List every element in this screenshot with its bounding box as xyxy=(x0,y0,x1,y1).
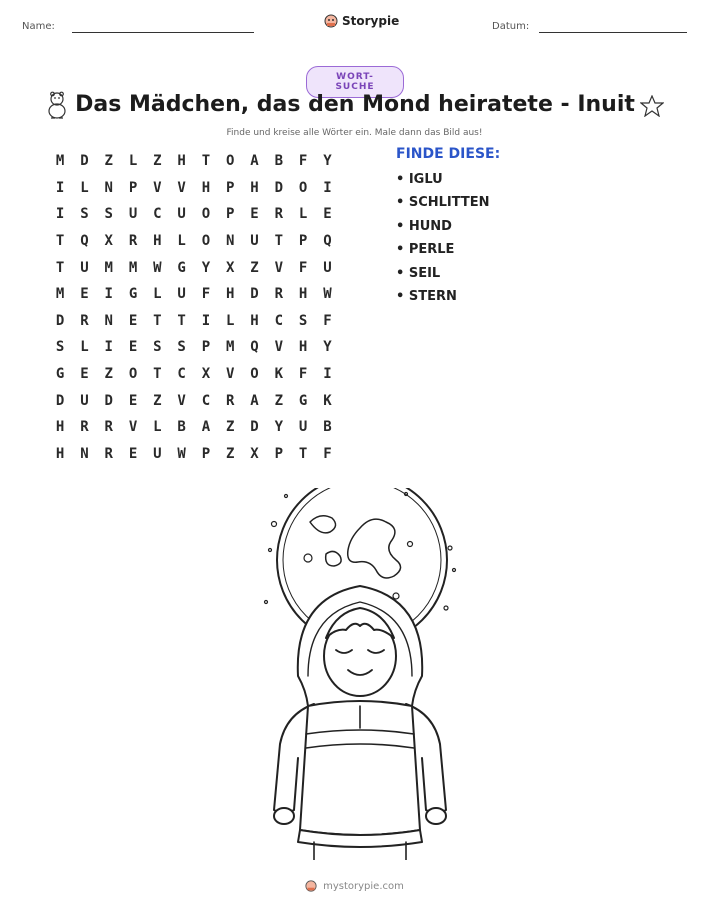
grid-cell[interactable]: Y xyxy=(323,339,332,356)
word-item: • SCHLITTEN xyxy=(396,195,490,211)
grid-cell[interactable]: X xyxy=(226,259,235,276)
grid-cell[interactable]: H xyxy=(153,233,162,250)
grid-cell[interactable]: T xyxy=(55,259,65,276)
grid-cell[interactable]: G xyxy=(128,286,138,303)
grid-cell[interactable]: B xyxy=(177,419,186,436)
grid-cell[interactable]: I xyxy=(201,312,211,329)
grid-cell[interactable]: R xyxy=(104,445,113,462)
grid-cell[interactable]: V xyxy=(177,392,186,409)
grid-cell[interactable]: H xyxy=(55,419,65,436)
grid-cell[interactable]: N xyxy=(226,233,235,250)
grid-cell[interactable]: G xyxy=(298,392,308,409)
grid-cell[interactable]: E xyxy=(323,206,332,223)
grid-cell[interactable]: N xyxy=(80,445,89,462)
grid-cell[interactable]: V xyxy=(274,339,284,356)
grid-cell[interactable]: L xyxy=(153,286,162,303)
grid-cell[interactable]: F xyxy=(323,445,332,462)
storypie-logo-icon xyxy=(324,14,338,28)
name-label: Name: xyxy=(22,21,55,32)
grid-cell[interactable]: L xyxy=(80,339,89,356)
grid-cell[interactable]: Y xyxy=(323,153,332,170)
page-title: Das Mädchen, das den Mond heiratete - Inuit xyxy=(75,92,635,117)
grid-cell[interactable]: S xyxy=(177,339,186,356)
grid-cell[interactable]: E xyxy=(128,312,138,329)
grid-cell[interactable]: U xyxy=(298,419,308,436)
grid-cell[interactable]: V xyxy=(153,179,162,196)
grid-cell[interactable]: Z xyxy=(226,445,235,462)
brand-name: Storypie xyxy=(342,14,400,28)
grid-cell[interactable]: S xyxy=(298,312,308,329)
grid-cell[interactable]: C xyxy=(177,366,186,383)
grid-cell[interactable]: E xyxy=(128,445,138,462)
grid-cell[interactable]: O xyxy=(201,233,211,250)
grid-cell[interactable]: L xyxy=(177,233,186,250)
grid-cell[interactable]: S xyxy=(104,206,113,223)
grid-cell[interactable]: T xyxy=(177,312,186,329)
grid-cell[interactable]: D xyxy=(104,392,113,409)
grid-cell[interactable]: I xyxy=(323,366,332,383)
grid-cell[interactable]: L xyxy=(298,206,308,223)
grid-cell[interactable]: M xyxy=(55,286,65,303)
grid-cell[interactable]: O xyxy=(298,179,308,196)
grid-cell[interactable]: T xyxy=(153,312,162,329)
grid-cell[interactable]: U xyxy=(80,392,89,409)
grid-cell[interactable]: U xyxy=(177,206,186,223)
word-item: • SEIL xyxy=(396,265,441,281)
grid-cell[interactable]: X xyxy=(104,233,113,250)
grid-cell[interactable]: P xyxy=(298,233,308,250)
grid-cell[interactable]: H xyxy=(177,153,186,170)
grid-cell[interactable]: C xyxy=(201,392,211,409)
storypie-logo-icon xyxy=(305,880,317,892)
grid-cell[interactable]: V xyxy=(226,366,235,383)
grid-cell[interactable]: I xyxy=(323,179,332,196)
grid-cell[interactable]: E xyxy=(128,392,138,409)
word-item: • PERLE xyxy=(396,242,455,258)
grid-cell[interactable]: F xyxy=(201,286,211,303)
grid-cell[interactable]: D xyxy=(55,392,65,409)
grid-cell[interactable]: H xyxy=(298,339,308,356)
inuit-girl-illustration[interactable] xyxy=(250,488,470,860)
grid-cell[interactable]: W xyxy=(153,259,162,276)
instructions: Finde und kreise alle Wörter ein. Male dann das Bild aus! xyxy=(226,128,483,138)
word-item: • HUND xyxy=(396,218,452,234)
grid-cell[interactable]: T xyxy=(274,233,284,250)
grid-cell[interactable]: E xyxy=(80,286,89,303)
grid-cell[interactable]: H xyxy=(298,286,308,303)
grid-cell[interactable]: T xyxy=(55,233,65,250)
grid-cell[interactable]: X xyxy=(250,445,259,462)
grid-cell[interactable]: I xyxy=(104,286,113,303)
grid-cell[interactable]: O xyxy=(226,153,235,170)
grid-cell[interactable]: F xyxy=(298,259,308,276)
grid-cell[interactable]: I xyxy=(55,206,65,223)
word-item: • IGLU xyxy=(396,172,443,187)
grid-cell[interactable]: D xyxy=(55,312,65,329)
grid-cell[interactable]: A xyxy=(250,392,259,409)
grid-cell[interactable]: P xyxy=(128,179,138,196)
grid-cell[interactable]: Q xyxy=(250,339,259,356)
grid-cell[interactable]: D xyxy=(250,286,259,303)
grid-cell[interactable]: F xyxy=(323,312,332,329)
grid-cell[interactable]: Z xyxy=(250,259,259,276)
grid-cell[interactable]: U xyxy=(128,206,138,223)
grid-cell[interactable]: P xyxy=(201,445,211,462)
grid-cell[interactable]: D xyxy=(274,179,284,196)
grid-cell[interactable]: L xyxy=(226,312,235,329)
date-label: Datum: xyxy=(492,21,530,32)
grid-cell[interactable]: T xyxy=(201,153,211,170)
grid-cell[interactable]: G xyxy=(55,366,65,383)
find-list-title: FINDE DIESE: xyxy=(396,146,501,162)
grid-cell[interactable]: Z xyxy=(104,366,113,383)
grid-cell[interactable]: Q xyxy=(80,233,89,250)
grid-cell[interactable]: P xyxy=(274,445,284,462)
grid-cell[interactable]: R xyxy=(226,392,235,409)
grid-cell[interactable]: M xyxy=(226,339,235,356)
wordsearch-badge: WORT-SUCHE xyxy=(306,66,404,98)
grid-cell[interactable]: Z xyxy=(274,392,284,409)
star-icon xyxy=(640,95,664,117)
grid-cell[interactable]: H xyxy=(250,312,259,329)
letter-grid[interactable] xyxy=(48,148,340,467)
grid-cell[interactable]: N xyxy=(104,312,113,329)
grid-cell[interactable]: H xyxy=(226,286,235,303)
grid-cell[interactable]: E xyxy=(128,339,138,356)
grid-cell[interactable]: A xyxy=(250,153,259,170)
grid-cell[interactable]: Z xyxy=(104,153,113,170)
grid-cell[interactable]: H xyxy=(55,445,65,462)
grid-cell[interactable]: W xyxy=(177,445,186,462)
grid-cell[interactable]: O xyxy=(250,366,259,383)
grid-cell[interactable]: H xyxy=(250,179,259,196)
grid-cell[interactable]: W xyxy=(323,286,332,303)
grid-cell[interactable]: B xyxy=(323,419,332,436)
grid-cell[interactable]: R xyxy=(80,419,89,436)
grid-cell[interactable]: Y xyxy=(274,419,284,436)
grid-cell[interactable]: G xyxy=(177,259,186,276)
grid-cell[interactable]: A xyxy=(201,419,211,436)
grid-cell[interactable]: Y xyxy=(201,259,211,276)
grid-cell[interactable]: U xyxy=(80,259,89,276)
grid-cell[interactable]: F xyxy=(298,153,308,170)
grid-cell[interactable]: D xyxy=(250,419,259,436)
grid-cell[interactable]: N xyxy=(104,179,113,196)
grid-cell[interactable]: O xyxy=(201,206,211,223)
grid-cell[interactable]: Z xyxy=(226,419,235,436)
grid-cell[interactable]: P xyxy=(226,179,235,196)
grid-cell[interactable]: I xyxy=(55,179,65,196)
grid-cell[interactable]: K xyxy=(323,392,332,409)
footer xyxy=(0,880,709,892)
grid-cell[interactable]: Z xyxy=(153,153,162,170)
grid-cell[interactable]: S xyxy=(80,206,89,223)
grid-cell[interactable]: V xyxy=(128,419,138,436)
grid-cell[interactable]: Z xyxy=(153,392,162,409)
grid-cell[interactable]: R xyxy=(128,233,138,250)
grid-cell[interactable]: C xyxy=(153,206,162,223)
grid-cell[interactable]: U xyxy=(250,233,259,250)
grid-cell[interactable]: H xyxy=(201,179,211,196)
grid-cell[interactable]: E xyxy=(80,366,89,383)
grid-cell[interactable]: K xyxy=(274,366,284,383)
grid-cell[interactable]: V xyxy=(274,259,284,276)
grid-cell[interactable]: D xyxy=(80,153,89,170)
grid-cell[interactable]: U xyxy=(153,445,162,462)
footer-url[interactable]: mystorypie.com xyxy=(323,880,404,892)
grid-cell[interactable]: P xyxy=(226,206,235,223)
grid-cell[interactable]: R xyxy=(274,206,284,223)
date-line[interactable] xyxy=(539,32,687,33)
grid-cell[interactable]: S xyxy=(153,339,162,356)
grid-cell[interactable]: F xyxy=(298,366,308,383)
grid-cell[interactable]: O xyxy=(128,366,138,383)
grid-cell[interactable]: U xyxy=(323,259,332,276)
grid-cell[interactable]: U xyxy=(177,286,186,303)
grid-cell[interactable]: R xyxy=(274,286,284,303)
grid-cell[interactable]: R xyxy=(80,312,89,329)
grid-cell[interactable]: T xyxy=(153,366,162,383)
word-item: • STERN xyxy=(396,288,457,304)
word-list xyxy=(396,172,490,312)
grid-cell[interactable]: V xyxy=(177,179,186,196)
grid-cell[interactable]: X xyxy=(201,366,211,383)
brand xyxy=(324,14,399,28)
grid-cell[interactable]: M xyxy=(55,153,65,170)
grid-cell[interactable]: L xyxy=(153,419,162,436)
grid-cell[interactable]: E xyxy=(250,206,259,223)
grid-cell[interactable]: I xyxy=(104,339,113,356)
grid-cell[interactable]: T xyxy=(298,445,308,462)
grid-cell[interactable]: P xyxy=(201,339,211,356)
grid-cell[interactable]: C xyxy=(274,312,284,329)
name-line[interactable] xyxy=(72,32,254,33)
grid-cell[interactable]: M xyxy=(104,259,113,276)
grid-cell[interactable]: R xyxy=(104,419,113,436)
grid-cell[interactable]: L xyxy=(128,153,138,170)
grid-cell[interactable]: M xyxy=(128,259,138,276)
grid-cell[interactable]: B xyxy=(274,153,284,170)
grid-cell[interactable]: Q xyxy=(323,233,332,250)
grid-cell[interactable]: S xyxy=(55,339,65,356)
grid-cell[interactable]: L xyxy=(80,179,89,196)
